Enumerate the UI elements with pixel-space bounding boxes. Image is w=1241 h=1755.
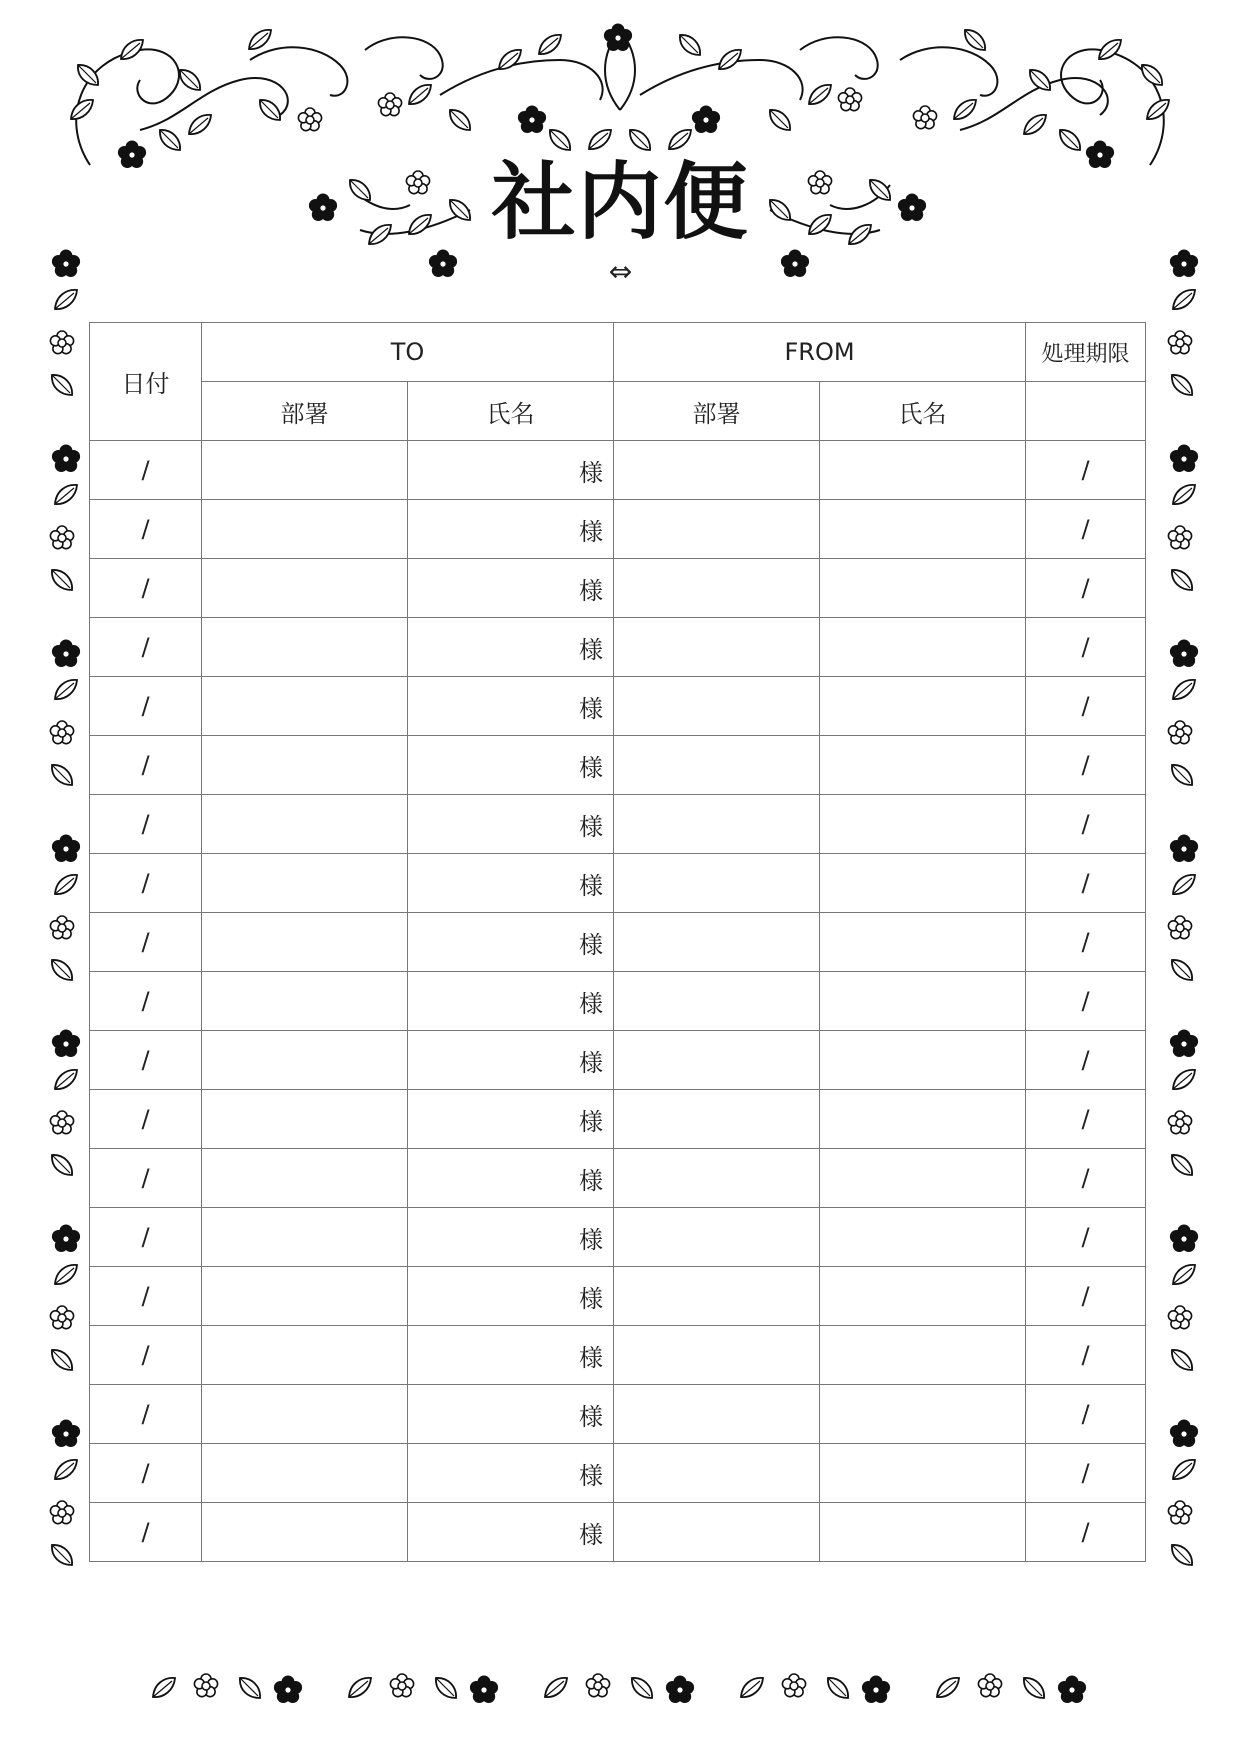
from-department-cell[interactable] xyxy=(614,972,820,1031)
table-row xyxy=(90,1090,1146,1149)
to-department-cell[interactable] xyxy=(202,854,408,913)
leaf-icon xyxy=(180,70,200,90)
leaf-icon xyxy=(937,1678,959,1697)
leaf-icon xyxy=(249,30,271,49)
to-department-cell[interactable] xyxy=(202,1149,408,1208)
to-name-cell[interactable]: 様 xyxy=(408,441,614,500)
deadline-cell[interactable]: / xyxy=(1026,500,1146,559)
outline-flower-icon xyxy=(1168,1306,1191,1329)
from-name-cell[interactable] xyxy=(820,1444,1026,1503)
to-name-cell[interactable]: 様 xyxy=(408,795,614,854)
leaf-icon xyxy=(1142,65,1162,85)
from-department-cell[interactable] xyxy=(614,677,820,736)
to-name-cell[interactable]: 様 xyxy=(408,1385,614,1444)
leaf-icon xyxy=(55,1460,77,1479)
to-department-cell[interactable] xyxy=(202,1503,408,1562)
from-name-cell[interactable] xyxy=(820,854,1026,913)
table-row xyxy=(90,1326,1146,1385)
to-name-cell[interactable]: 様 xyxy=(408,972,614,1031)
flower-icon xyxy=(1170,640,1198,668)
leaf-icon xyxy=(409,85,431,104)
date-cell[interactable]: / xyxy=(90,854,202,913)
leaf-icon xyxy=(589,130,611,149)
bidirectional-arrow-icon: ⇔ xyxy=(608,255,633,288)
from-department-cell[interactable] xyxy=(614,913,820,972)
leaf-icon xyxy=(55,1265,77,1284)
from-department-cell[interactable] xyxy=(614,1149,820,1208)
to-name-cell[interactable]: 様 xyxy=(408,618,614,677)
date-cell[interactable]: / xyxy=(90,1444,202,1503)
leaf-icon xyxy=(1099,40,1121,59)
deadline-cell[interactable]: / xyxy=(1026,1267,1146,1326)
leaf-icon xyxy=(809,85,831,104)
deadline-cell[interactable]: / xyxy=(1026,854,1146,913)
date-cell[interactable]: / xyxy=(90,618,202,677)
leaf-icon xyxy=(55,680,77,699)
leaf-icon xyxy=(499,50,521,69)
to-name-cell[interactable]: 様 xyxy=(408,559,614,618)
outline-flower-icon xyxy=(1168,526,1191,549)
flower-icon xyxy=(1170,1030,1198,1058)
from-name-cell[interactable] xyxy=(820,913,1026,972)
date-cell[interactable]: / xyxy=(90,795,202,854)
outline-flower-icon xyxy=(782,1674,805,1697)
mail-log-table xyxy=(89,322,1146,1562)
flower-icon xyxy=(862,1676,890,1704)
leaf-icon xyxy=(52,1155,72,1175)
to-department-cell[interactable] xyxy=(202,441,408,500)
header-to-name: 氏名 xyxy=(408,382,614,441)
leaf-icon xyxy=(52,570,72,590)
table-row xyxy=(90,854,1146,913)
table-row xyxy=(90,1444,1146,1503)
date-cell[interactable]: / xyxy=(90,1267,202,1326)
leaf-icon xyxy=(1172,765,1192,785)
from-name-cell[interactable] xyxy=(820,1267,1026,1326)
date-cell[interactable]: / xyxy=(90,1326,202,1385)
leaf-icon xyxy=(160,130,180,150)
leaf-icon xyxy=(1173,290,1195,309)
leaf-icon xyxy=(1172,570,1192,590)
leaf-icon xyxy=(55,1070,77,1089)
flower-icon xyxy=(1170,1420,1198,1448)
outline-flower-icon xyxy=(1168,1501,1191,1524)
leaf-icon xyxy=(1173,875,1195,894)
date-cell[interactable]: / xyxy=(90,972,202,1031)
deadline-cell[interactable]: / xyxy=(1026,1444,1146,1503)
date-cell[interactable]: / xyxy=(90,1208,202,1267)
table-row xyxy=(90,441,1146,500)
outline-flower-icon xyxy=(50,1111,73,1134)
date-cell[interactable]: / xyxy=(90,500,202,559)
flower-icon xyxy=(1170,835,1198,863)
outline-flower-icon xyxy=(1168,331,1191,354)
to-department-cell[interactable] xyxy=(202,1326,408,1385)
left-border-ornament xyxy=(50,250,80,1566)
to-name-cell[interactable]: 様 xyxy=(408,500,614,559)
leaf-icon xyxy=(1030,70,1050,90)
leaf-icon xyxy=(669,130,691,149)
flower-icon xyxy=(604,24,632,52)
to-name-cell[interactable]: 様 xyxy=(408,1208,614,1267)
leaf-icon xyxy=(52,960,72,980)
leaf-icon xyxy=(121,40,143,59)
header-deadline-blank xyxy=(1026,382,1146,441)
header-deadline: 処理期限 xyxy=(1026,323,1146,382)
to-department-cell[interactable] xyxy=(202,559,408,618)
flower-icon xyxy=(274,1676,302,1704)
flower-icon xyxy=(1170,1225,1198,1253)
from-department-cell[interactable] xyxy=(614,500,820,559)
from-department-cell[interactable] xyxy=(614,1444,820,1503)
date-cell[interactable]: / xyxy=(90,677,202,736)
from-name-cell[interactable] xyxy=(820,1326,1026,1385)
from-name-cell[interactable] xyxy=(820,795,1026,854)
leaf-icon xyxy=(1173,1265,1195,1284)
from-name-cell[interactable] xyxy=(820,441,1026,500)
deadline-cell[interactable]: / xyxy=(1026,1326,1146,1385)
leaf-icon xyxy=(240,1678,260,1698)
from-department-cell[interactable] xyxy=(614,854,820,913)
date-cell[interactable]: / xyxy=(90,1385,202,1444)
leaf-icon xyxy=(828,1678,848,1698)
deadline-cell[interactable]: / xyxy=(1026,736,1146,795)
table-row xyxy=(90,618,1146,677)
from-name-cell[interactable] xyxy=(820,677,1026,736)
leaf-icon xyxy=(71,100,93,119)
leaf-icon xyxy=(1172,1155,1192,1175)
to-name-cell[interactable]: 様 xyxy=(408,854,614,913)
to-department-cell[interactable] xyxy=(202,913,408,972)
leaf-icon xyxy=(55,290,77,309)
outline-flower-icon xyxy=(50,916,73,939)
outline-flower-icon xyxy=(50,331,73,354)
deadline-cell[interactable]: / xyxy=(1026,1090,1146,1149)
leaf-icon xyxy=(1060,130,1080,150)
from-department-cell[interactable] xyxy=(614,1503,820,1562)
leaf-icon xyxy=(153,1678,175,1697)
outline-flower-icon xyxy=(838,88,861,111)
deadline-cell[interactable]: / xyxy=(1026,795,1146,854)
from-department-cell[interactable] xyxy=(614,1208,820,1267)
from-name-cell[interactable] xyxy=(820,736,1026,795)
flower-icon xyxy=(52,1225,80,1253)
leaf-icon xyxy=(719,50,741,69)
outline-flower-icon xyxy=(390,1674,413,1697)
from-name-cell[interactable] xyxy=(820,1503,1026,1562)
deadline-cell[interactable]: / xyxy=(1026,1385,1146,1444)
to-name-cell[interactable]: 様 xyxy=(408,1267,614,1326)
leaf-icon xyxy=(539,35,561,54)
date-cell[interactable]: / xyxy=(90,736,202,795)
flower-icon xyxy=(52,1030,80,1058)
deadline-cell[interactable]: / xyxy=(1026,1031,1146,1090)
leaf-icon xyxy=(189,115,211,134)
deadline-cell[interactable]: / xyxy=(1026,618,1146,677)
to-name-cell[interactable]: 様 xyxy=(408,913,614,972)
table-row xyxy=(90,795,1146,854)
leaf-icon xyxy=(52,1350,72,1370)
date-cell[interactable]: / xyxy=(90,1090,202,1149)
deadline-cell[interactable]: / xyxy=(1026,677,1146,736)
from-department-cell[interactable] xyxy=(614,1090,820,1149)
leaf-icon xyxy=(450,110,470,130)
from-name-cell[interactable] xyxy=(820,559,1026,618)
flower-icon xyxy=(666,1676,694,1704)
to-name-cell[interactable]: 様 xyxy=(408,1149,614,1208)
leaf-icon xyxy=(55,875,77,894)
leaf-icon xyxy=(965,30,985,50)
to-name-cell[interactable]: 様 xyxy=(408,1326,614,1385)
table-row xyxy=(90,1267,1146,1326)
date-cell[interactable]: / xyxy=(90,913,202,972)
from-name-cell[interactable] xyxy=(820,1090,1026,1149)
leaf-icon xyxy=(1147,100,1169,119)
deadline-cell[interactable]: / xyxy=(1026,913,1146,972)
table-row xyxy=(90,913,1146,972)
leaf-icon xyxy=(1173,485,1195,504)
to-department-cell[interactable] xyxy=(202,1444,408,1503)
date-cell[interactable]: / xyxy=(90,441,202,500)
leaf-icon xyxy=(52,1545,72,1565)
deadline-cell[interactable]: / xyxy=(1026,1503,1146,1562)
to-department-cell[interactable] xyxy=(202,1090,408,1149)
table-row xyxy=(90,1385,1146,1444)
outline-flower-icon xyxy=(50,1306,73,1329)
leaf-icon xyxy=(78,65,98,85)
deadline-cell[interactable]: / xyxy=(1026,1208,1146,1267)
flower-icon xyxy=(1170,445,1198,473)
to-name-cell[interactable]: 様 xyxy=(408,736,614,795)
leaf-icon xyxy=(545,1678,567,1697)
from-department-cell[interactable] xyxy=(614,1385,820,1444)
to-name-cell[interactable]: 様 xyxy=(408,1503,614,1562)
from-name-cell[interactable] xyxy=(820,618,1026,677)
to-department-cell[interactable] xyxy=(202,677,408,736)
flower-icon xyxy=(52,835,80,863)
outline-flower-icon xyxy=(1168,1111,1191,1134)
leaf-icon xyxy=(1172,1350,1192,1370)
bottom-border-ornament xyxy=(153,1674,1086,1703)
to-department-cell[interactable] xyxy=(202,972,408,1031)
leaf-icon xyxy=(1172,960,1192,980)
header-from-department: 部署 xyxy=(614,382,820,441)
deadline-cell[interactable]: / xyxy=(1026,972,1146,1031)
leaf-icon xyxy=(1173,680,1195,699)
to-department-cell[interactable] xyxy=(202,1031,408,1090)
flower-icon xyxy=(692,106,720,134)
leaf-icon xyxy=(741,1678,763,1697)
outline-flower-icon xyxy=(298,108,321,131)
date-cell[interactable]: / xyxy=(90,1503,202,1562)
leaf-icon xyxy=(954,100,976,119)
to-name-cell[interactable]: 様 xyxy=(408,1444,614,1503)
to-department-cell[interactable] xyxy=(202,618,408,677)
right-border-ornament xyxy=(1168,250,1198,1566)
leaf-icon xyxy=(52,765,72,785)
table-row xyxy=(90,736,1146,795)
table-row xyxy=(90,559,1146,618)
from-name-cell[interactable] xyxy=(820,1149,1026,1208)
mail-log-body xyxy=(90,441,1146,1562)
from-department-cell[interactable] xyxy=(614,441,820,500)
outline-flower-icon xyxy=(194,1674,217,1697)
leaf-icon xyxy=(630,130,650,150)
from-name-cell[interactable] xyxy=(820,1208,1026,1267)
table-row xyxy=(90,1503,1146,1562)
from-department-cell[interactable] xyxy=(614,559,820,618)
flower-icon xyxy=(518,106,546,134)
leaf-icon xyxy=(1173,1460,1195,1479)
leaf-icon xyxy=(632,1678,652,1698)
leaf-icon xyxy=(1024,115,1046,134)
date-cell[interactable]: / xyxy=(90,559,202,618)
from-department-cell[interactable] xyxy=(614,1267,820,1326)
from-name-cell[interactable] xyxy=(820,1031,1026,1090)
header-to: TO xyxy=(202,323,614,382)
flower-icon xyxy=(52,640,80,668)
leaf-icon xyxy=(55,485,77,504)
leaf-icon xyxy=(1024,1678,1044,1698)
outline-flower-icon xyxy=(50,1501,73,1524)
outline-flower-icon xyxy=(586,1674,609,1697)
outline-flower-icon xyxy=(913,106,936,129)
to-department-cell[interactable] xyxy=(202,795,408,854)
table-row xyxy=(90,500,1146,559)
from-department-cell[interactable] xyxy=(614,618,820,677)
leaf-icon xyxy=(550,130,570,150)
from-department-cell[interactable] xyxy=(614,795,820,854)
outline-flower-icon xyxy=(50,526,73,549)
table-row xyxy=(90,1031,1146,1090)
flower-icon xyxy=(470,1676,498,1704)
from-department-cell[interactable] xyxy=(614,736,820,795)
header-from: FROM xyxy=(614,323,1026,382)
from-name-cell[interactable] xyxy=(820,500,1026,559)
outline-flower-icon xyxy=(1168,721,1191,744)
leaf-icon xyxy=(680,35,700,55)
to-name-cell[interactable]: 様 xyxy=(408,1090,614,1149)
outline-flower-icon xyxy=(978,1674,1001,1697)
date-cell[interactable]: / xyxy=(90,1149,202,1208)
to-department-cell[interactable] xyxy=(202,1267,408,1326)
date-cell[interactable]: / xyxy=(90,1031,202,1090)
to-name-cell[interactable]: 様 xyxy=(408,677,614,736)
table-row xyxy=(90,1208,1146,1267)
header-from-name: 氏名 xyxy=(820,382,1026,441)
leaf-icon xyxy=(1173,1070,1195,1089)
header-date: 日付 xyxy=(90,323,202,441)
from-department-cell[interactable] xyxy=(614,1031,820,1090)
leaf-icon xyxy=(1172,375,1192,395)
to-department-cell[interactable] xyxy=(202,500,408,559)
flower-icon xyxy=(52,445,80,473)
leaf-icon xyxy=(52,375,72,395)
from-department-cell[interactable] xyxy=(614,1326,820,1385)
to-department-cell[interactable] xyxy=(202,736,408,795)
outline-flower-icon xyxy=(378,93,401,116)
leaf-icon xyxy=(770,110,790,130)
flower-icon xyxy=(1058,1676,1086,1704)
flower-icon xyxy=(52,1420,80,1448)
to-name-cell[interactable]: 様 xyxy=(408,1031,614,1090)
header-to-department: 部署 xyxy=(202,382,408,441)
deadline-cell[interactable]: / xyxy=(1026,559,1146,618)
deadline-cell[interactable]: / xyxy=(1026,1149,1146,1208)
deadline-cell[interactable]: / xyxy=(1026,441,1146,500)
from-name-cell[interactable] xyxy=(820,1385,1026,1444)
from-name-cell[interactable] xyxy=(820,972,1026,1031)
page-title: 社内便 xyxy=(491,152,750,251)
to-department-cell[interactable] xyxy=(202,1385,408,1444)
table-row xyxy=(90,972,1146,1031)
table-row xyxy=(90,677,1146,736)
to-department-cell[interactable] xyxy=(202,1208,408,1267)
outline-flower-icon xyxy=(1168,916,1191,939)
table-row xyxy=(90,1149,1146,1208)
leaf-icon xyxy=(436,1678,456,1698)
leaf-icon xyxy=(349,1678,371,1697)
outline-flower-icon xyxy=(50,721,73,744)
leaf-icon xyxy=(1172,1545,1192,1565)
leaf-icon xyxy=(260,100,280,120)
